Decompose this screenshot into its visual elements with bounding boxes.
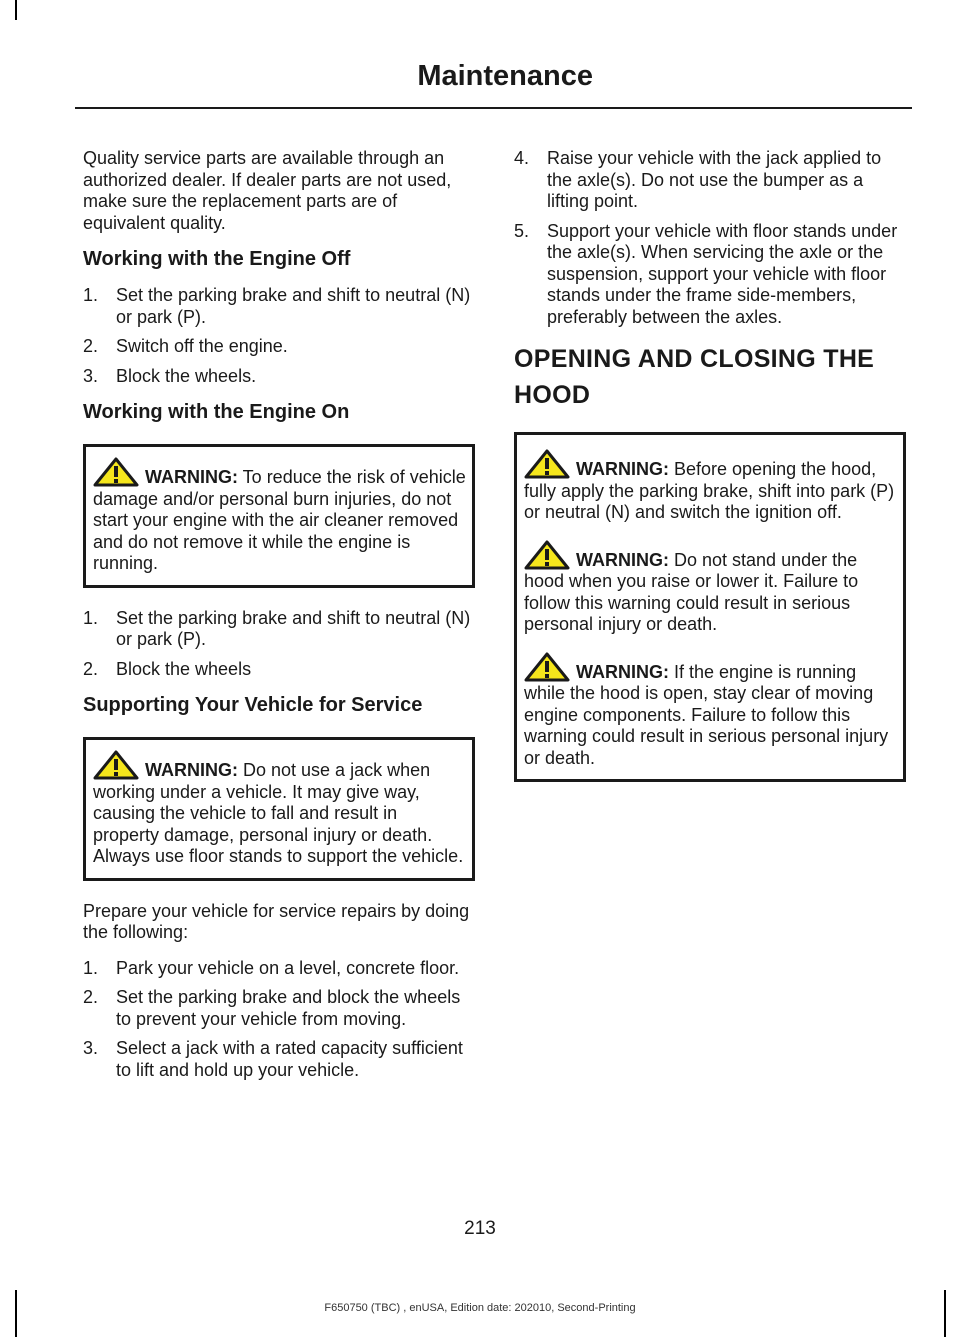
intro-paragraph: Quality service parts are available through an authorized dealer. If dealer parts are not used, make sure the replacement parts are of equivalent quality. [83, 148, 452, 233]
warning-hood-2: WARNING: Do not stand under the hood when you raise or lower it. Failure to follow this warning could result in serious personal injury or death. [524, 540, 897, 636]
warning-box-supporting [83, 737, 475, 881]
page-title: Maintenance [417, 60, 593, 92]
list-item: 2. Switch off the engine. [83, 336, 288, 356]
list-item: 2. Block the wheels [83, 658, 252, 679]
list-item: 1. Park your vehicle on a level, concrete floor. [83, 957, 460, 978]
engine-on-steps [83, 608, 475, 681]
list-item: 3. Select a jack with a rated capacity sufficient to lift and hold up your vehicle. [83, 1038, 463, 1080]
hood-heading: OPENING AND CLOSING THE HOOD [514, 345, 875, 409]
engine-off-heading: Working with the Engine Off [83, 248, 351, 270]
list-item: 4. Raise your vehicle with the jack applied to the axle(s). Do not use the bumper as a lifting point. [514, 148, 882, 211]
warning-box-engine-on [83, 444, 475, 588]
warning-engine-on: WARNING: To reduce the risk of vehicle damage and/or personal burn injuries, do not start your engine with the air cleaner removed and do not remove it while the engine is running. [93, 457, 466, 575]
list-item: 5. Support your vehicle with floor stands under the axle(s). When servicing the axle or the suspension, support your vehicle with floor stands under the frame side-members, preferably between the axles. [514, 220, 898, 327]
page-number: 213 [464, 1218, 496, 1239]
list-item: 1. Set the parking brake and shift to neutral (N) or park (P). [83, 607, 471, 649]
supporting-heading: Supporting Your Vehicle for Service [83, 694, 423, 716]
supporting-intro: Prepare your vehicle for service repairs by doing the following: [83, 900, 470, 942]
warning-hood-3: WARNING: If the engine is running while the hood is open, stay clear of moving engine components. Failure to follow this warning could result in serious personal injury or death. [524, 652, 897, 770]
right-column [514, 148, 906, 802]
warning-triangle-icon [93, 457, 139, 487]
warning-box-hood [514, 432, 906, 782]
engine-on-heading: Working with the Engine On [83, 401, 350, 423]
supporting-steps [83, 958, 475, 1082]
list-item: 1. Set the parking brake and shift to neutral (N) or park (P). [83, 285, 471, 327]
left-column [83, 148, 475, 1095]
warning-supporting: WARNING: Do not use a jack when working under a vehicle. It may give way, causing the vehicle to fall and result in property damage, personal injury or death. Always use floor stands to support the vehicle. [93, 750, 466, 868]
warning-triangle-icon [524, 540, 570, 570]
warning-hood-1: WARNING: Before opening the hood, fully apply the parking brake, shift into park (P) or neutral (N) and switch the ignition off. [524, 449, 897, 524]
header-divider [75, 107, 912, 109]
crop-mark-top-left [15, 0, 17, 20]
warning-triangle-icon [524, 449, 570, 479]
warning-triangle-icon [524, 652, 570, 682]
footer-edition: F650750 (TBC) , enUSA, Edition date: 202010, Second-Printing [324, 1302, 636, 1314]
warning-triangle-icon [93, 750, 139, 780]
engine-off-steps [83, 285, 475, 387]
list-item: 3. Block the wheels. [83, 365, 257, 386]
list-item: 2. Set the parking brake and block the wheels to prevent your vehicle from moving. [83, 987, 461, 1029]
supporting-steps-continued [514, 148, 906, 328]
